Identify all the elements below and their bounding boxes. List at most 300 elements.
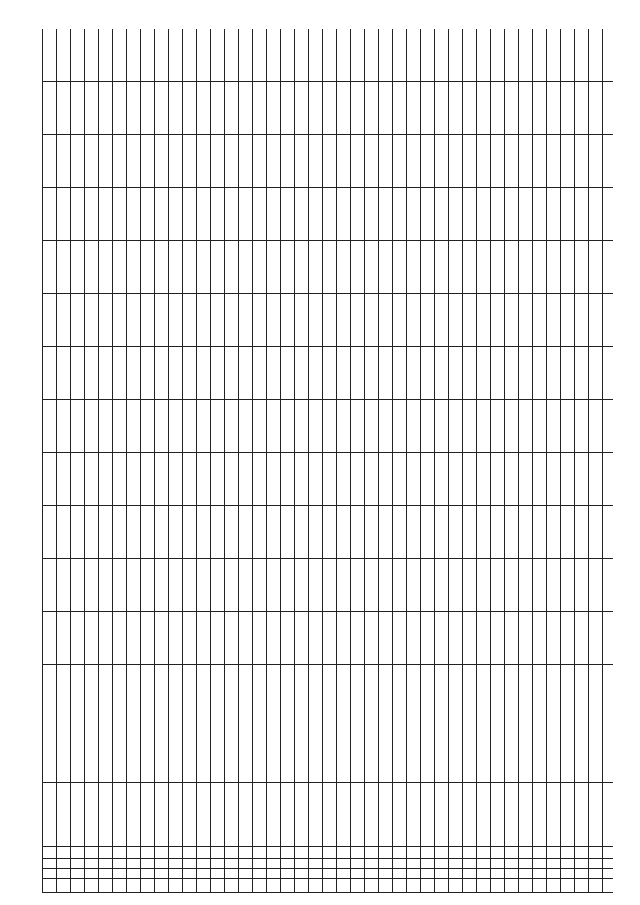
value-cell <box>197 82 211 135</box>
value-cell <box>71 347 85 400</box>
table-row <box>337 29 351 893</box>
value-cell <box>519 135 533 188</box>
value-cell <box>603 559 614 612</box>
row-code-cell <box>183 879 197 893</box>
row-code-cell <box>505 847 519 859</box>
value-cell <box>379 559 393 612</box>
value-cell <box>477 453 491 506</box>
value-cell <box>365 294 379 347</box>
value-cell <box>323 135 337 188</box>
value-cell <box>71 29 85 82</box>
funding-source-cell <box>281 665 295 783</box>
value-cell <box>323 241 337 294</box>
row-code-cell <box>393 859 407 869</box>
row-code-cell <box>57 859 71 869</box>
value-cell <box>533 188 547 241</box>
funding-source-cell <box>351 665 365 783</box>
value-cell <box>421 241 435 294</box>
value-cell <box>575 612 589 665</box>
funding-source-cell <box>113 665 127 783</box>
row-name-cell <box>43 783 57 847</box>
row-code-cell <box>309 879 323 893</box>
row-name-cell <box>309 783 323 847</box>
value-cell <box>547 82 561 135</box>
value-cell <box>491 506 505 559</box>
row-code-cell <box>99 847 113 859</box>
value-cell <box>365 241 379 294</box>
value-cell <box>337 135 351 188</box>
table-row <box>547 29 561 893</box>
value-cell <box>603 188 614 241</box>
value-cell <box>589 82 603 135</box>
value-cell <box>547 188 561 241</box>
row-code-cell <box>351 879 365 893</box>
value-cell <box>519 347 533 400</box>
value-cell <box>57 135 71 188</box>
value-cell <box>379 506 393 559</box>
value-cell <box>575 347 589 400</box>
value-cell <box>547 453 561 506</box>
value-cell <box>43 400 57 453</box>
value-cell <box>337 29 351 82</box>
value-cell <box>253 241 267 294</box>
row-code-cell <box>253 847 267 859</box>
row-code-cell <box>323 869 337 879</box>
value-cell <box>183 82 197 135</box>
row-code-cell <box>85 879 99 893</box>
table-row <box>43 29 57 893</box>
value-cell <box>351 294 365 347</box>
value-cell <box>435 135 449 188</box>
value-cell <box>603 506 614 559</box>
row-code-cell <box>323 847 337 859</box>
row-code-cell <box>71 847 85 859</box>
value-cell <box>99 82 113 135</box>
value-cell <box>155 506 169 559</box>
funding-source-cell <box>547 665 561 783</box>
value-cell <box>589 188 603 241</box>
value-cell <box>449 82 463 135</box>
value-cell <box>197 188 211 241</box>
row-code-cell <box>113 847 127 859</box>
value-cell <box>351 453 365 506</box>
row-code-cell <box>491 847 505 859</box>
row-code-cell <box>323 859 337 869</box>
value-cell <box>491 400 505 453</box>
row-name-cell <box>211 783 225 847</box>
row-code-cell <box>295 859 309 869</box>
value-cell <box>239 188 253 241</box>
row-name-cell <box>295 783 309 847</box>
row-code-cell <box>463 847 477 859</box>
table-row <box>183 29 197 893</box>
value-cell <box>421 347 435 400</box>
row-name-cell <box>141 783 155 847</box>
row-code-cell <box>127 869 141 879</box>
value-cell <box>225 82 239 135</box>
value-cell <box>169 559 183 612</box>
funding-source-cell <box>57 665 71 783</box>
value-cell <box>281 82 295 135</box>
value-cell <box>519 506 533 559</box>
value-cell <box>603 135 614 188</box>
table-row <box>323 29 337 893</box>
row-code-cell <box>393 869 407 879</box>
row-code-cell <box>85 847 99 859</box>
value-cell <box>239 135 253 188</box>
value-cell <box>477 506 491 559</box>
value-cell <box>225 347 239 400</box>
value-cell <box>337 82 351 135</box>
value-cell <box>71 241 85 294</box>
funding-source-cell <box>393 665 407 783</box>
value-cell <box>127 188 141 241</box>
value-cell <box>155 559 169 612</box>
value-cell <box>365 135 379 188</box>
value-cell <box>519 294 533 347</box>
value-cell <box>421 29 435 82</box>
value-cell <box>393 135 407 188</box>
row-code-cell <box>561 847 575 859</box>
value-cell <box>393 506 407 559</box>
row-code-cell <box>267 859 281 869</box>
value-cell <box>603 453 614 506</box>
value-cell <box>309 453 323 506</box>
row-code-cell <box>379 869 393 879</box>
value-cell <box>309 506 323 559</box>
value-cell <box>407 559 421 612</box>
row-name-cell <box>435 783 449 847</box>
row-code-cell <box>337 859 351 869</box>
value-cell <box>323 453 337 506</box>
value-cell <box>477 135 491 188</box>
row-code-cell <box>253 859 267 869</box>
row-code-cell <box>561 879 575 893</box>
row-code-cell <box>407 859 421 869</box>
value-cell <box>281 453 295 506</box>
row-name-cell <box>393 783 407 847</box>
table-row <box>533 29 547 893</box>
row-code-cell <box>127 847 141 859</box>
value-cell <box>463 453 477 506</box>
row-code-cell <box>281 859 295 869</box>
value-cell <box>239 29 253 82</box>
row-code-cell <box>603 879 614 893</box>
value-cell <box>309 294 323 347</box>
row-code-cell <box>43 869 57 879</box>
table-row <box>379 29 393 893</box>
value-cell <box>323 294 337 347</box>
table-row <box>463 29 477 893</box>
row-name-cell <box>127 783 141 847</box>
row-code-cell <box>169 859 183 869</box>
value-cell <box>575 82 589 135</box>
row-code-cell <box>603 859 614 869</box>
value-cell <box>477 612 491 665</box>
row-code-cell <box>155 879 169 893</box>
row-code-cell <box>85 869 99 879</box>
value-cell <box>463 506 477 559</box>
value-cell <box>323 188 337 241</box>
value-cell <box>267 241 281 294</box>
value-cell <box>505 400 519 453</box>
value-cell <box>421 82 435 135</box>
table-row <box>99 29 113 893</box>
value-cell <box>43 347 57 400</box>
row-code-cell <box>407 879 421 893</box>
value-cell <box>239 400 253 453</box>
row-code-cell <box>449 847 463 859</box>
row-name-cell <box>99 783 113 847</box>
value-cell <box>183 506 197 559</box>
value-cell <box>589 241 603 294</box>
row-code-cell <box>575 847 589 859</box>
value-cell <box>295 347 309 400</box>
row-name-cell <box>603 783 614 847</box>
value-cell <box>575 506 589 559</box>
value-cell <box>197 453 211 506</box>
row-code-cell <box>183 859 197 869</box>
value-cell <box>421 506 435 559</box>
value-cell <box>211 453 225 506</box>
row-code-cell <box>491 879 505 893</box>
value-cell <box>603 400 614 453</box>
table-row <box>239 29 253 893</box>
row-code-cell <box>211 869 225 879</box>
row-code-cell <box>43 859 57 869</box>
funding-source-cell <box>561 665 575 783</box>
row-name-cell <box>365 783 379 847</box>
value-cell <box>547 506 561 559</box>
value-cell <box>421 188 435 241</box>
row-code-cell <box>169 879 183 893</box>
row-code-cell <box>589 847 603 859</box>
value-cell <box>113 400 127 453</box>
value-cell <box>127 506 141 559</box>
value-cell <box>127 241 141 294</box>
row-name-cell <box>225 783 239 847</box>
value-cell <box>211 347 225 400</box>
value-cell <box>491 241 505 294</box>
value-cell <box>295 612 309 665</box>
row-code-cell <box>435 859 449 869</box>
value-cell <box>589 612 603 665</box>
table-row <box>85 29 99 893</box>
row-name-cell <box>337 783 351 847</box>
row-code-cell <box>407 847 421 859</box>
value-cell <box>253 347 267 400</box>
value-cell <box>253 506 267 559</box>
value-cell <box>533 453 547 506</box>
value-cell <box>449 453 463 506</box>
value-cell <box>295 29 309 82</box>
table-body <box>43 29 614 893</box>
rotated-table-frame <box>42 29 613 893</box>
value-cell <box>407 135 421 188</box>
value-cell <box>589 506 603 559</box>
value-cell <box>449 612 463 665</box>
value-cell <box>85 135 99 188</box>
value-cell <box>183 347 197 400</box>
value-cell <box>113 347 127 400</box>
value-cell <box>519 400 533 453</box>
funding-source-cell <box>435 665 449 783</box>
value-cell <box>309 559 323 612</box>
value-cell <box>113 453 127 506</box>
row-code-cell <box>225 869 239 879</box>
row-code-cell <box>379 879 393 893</box>
row-code-cell <box>547 869 561 879</box>
value-cell <box>519 612 533 665</box>
value-cell <box>225 453 239 506</box>
row-name-cell <box>197 783 211 847</box>
value-cell <box>43 188 57 241</box>
row-code-cell <box>561 859 575 869</box>
row-code-cell <box>43 847 57 859</box>
value-cell <box>491 453 505 506</box>
value-cell <box>211 294 225 347</box>
value-cell <box>561 559 575 612</box>
row-code-cell <box>141 859 155 869</box>
row-code-cell <box>99 859 113 869</box>
value-cell <box>561 135 575 188</box>
value-cell <box>393 400 407 453</box>
value-cell <box>407 506 421 559</box>
value-cell <box>169 347 183 400</box>
value-cell <box>449 400 463 453</box>
value-cell <box>57 294 71 347</box>
value-cell <box>575 400 589 453</box>
funding-source-cell <box>183 665 197 783</box>
value-cell <box>211 612 225 665</box>
value-cell <box>57 559 71 612</box>
row-code-cell <box>197 847 211 859</box>
value-cell <box>99 612 113 665</box>
row-code-cell <box>435 869 449 879</box>
funding-source-cell <box>337 665 351 783</box>
value-cell <box>295 453 309 506</box>
value-cell <box>57 347 71 400</box>
row-code-cell <box>323 879 337 893</box>
value-cell <box>505 347 519 400</box>
value-cell <box>169 188 183 241</box>
value-cell <box>281 135 295 188</box>
row-name-cell <box>183 783 197 847</box>
row-code-cell <box>575 869 589 879</box>
row-code-cell <box>169 869 183 879</box>
value-cell <box>393 559 407 612</box>
value-cell <box>463 82 477 135</box>
value-cell <box>393 188 407 241</box>
value-cell <box>57 29 71 82</box>
value-cell <box>575 294 589 347</box>
value-cell <box>575 135 589 188</box>
value-cell <box>435 188 449 241</box>
value-cell <box>99 506 113 559</box>
value-cell <box>57 453 71 506</box>
value-cell <box>351 400 365 453</box>
value-cell <box>379 453 393 506</box>
row-code-cell <box>113 869 127 879</box>
value-cell <box>603 347 614 400</box>
value-cell <box>589 135 603 188</box>
value-cell <box>57 400 71 453</box>
row-code-cell <box>155 847 169 859</box>
value-cell <box>435 82 449 135</box>
value-cell <box>407 453 421 506</box>
value-cell <box>113 506 127 559</box>
value-cell <box>505 559 519 612</box>
value-cell <box>155 612 169 665</box>
value-cell <box>295 506 309 559</box>
value-cell <box>365 29 379 82</box>
value-cell <box>393 347 407 400</box>
table-row <box>575 29 589 893</box>
row-code-cell <box>239 869 253 879</box>
row-code-cell <box>603 869 614 879</box>
table-row <box>57 29 71 893</box>
funding-source-cell <box>463 665 477 783</box>
value-cell <box>407 612 421 665</box>
value-cell <box>309 612 323 665</box>
funding-source-cell <box>449 665 463 783</box>
row-name-cell <box>169 783 183 847</box>
value-cell <box>519 559 533 612</box>
row-name-cell <box>267 783 281 847</box>
value-cell <box>71 82 85 135</box>
value-cell <box>351 559 365 612</box>
funding-source-cell <box>309 665 323 783</box>
table-row <box>561 29 575 893</box>
row-code-cell <box>435 847 449 859</box>
value-cell <box>253 559 267 612</box>
value-cell <box>351 82 365 135</box>
row-code-cell <box>547 847 561 859</box>
value-cell <box>169 29 183 82</box>
value-cell <box>183 400 197 453</box>
row-code-cell <box>267 869 281 879</box>
row-code-cell <box>155 859 169 869</box>
table-row <box>141 29 155 893</box>
value-cell <box>491 188 505 241</box>
value-cell <box>113 612 127 665</box>
row-code-cell <box>211 859 225 869</box>
value-cell <box>407 188 421 241</box>
value-cell <box>267 294 281 347</box>
value-cell <box>85 400 99 453</box>
value-cell <box>491 29 505 82</box>
value-cell <box>477 29 491 82</box>
funding-source-cell <box>253 665 267 783</box>
row-code-cell <box>337 879 351 893</box>
value-cell <box>57 506 71 559</box>
value-cell <box>463 241 477 294</box>
value-cell <box>267 612 281 665</box>
value-cell <box>43 559 57 612</box>
value-cell <box>561 82 575 135</box>
row-code-cell <box>533 847 547 859</box>
value-cell <box>463 188 477 241</box>
value-cell <box>127 82 141 135</box>
value-cell <box>183 241 197 294</box>
value-cell <box>113 188 127 241</box>
value-cell <box>421 294 435 347</box>
funding-source-cell <box>141 665 155 783</box>
value-cell <box>407 400 421 453</box>
value-cell <box>43 29 57 82</box>
value-cell <box>71 506 85 559</box>
row-name-cell <box>519 783 533 847</box>
